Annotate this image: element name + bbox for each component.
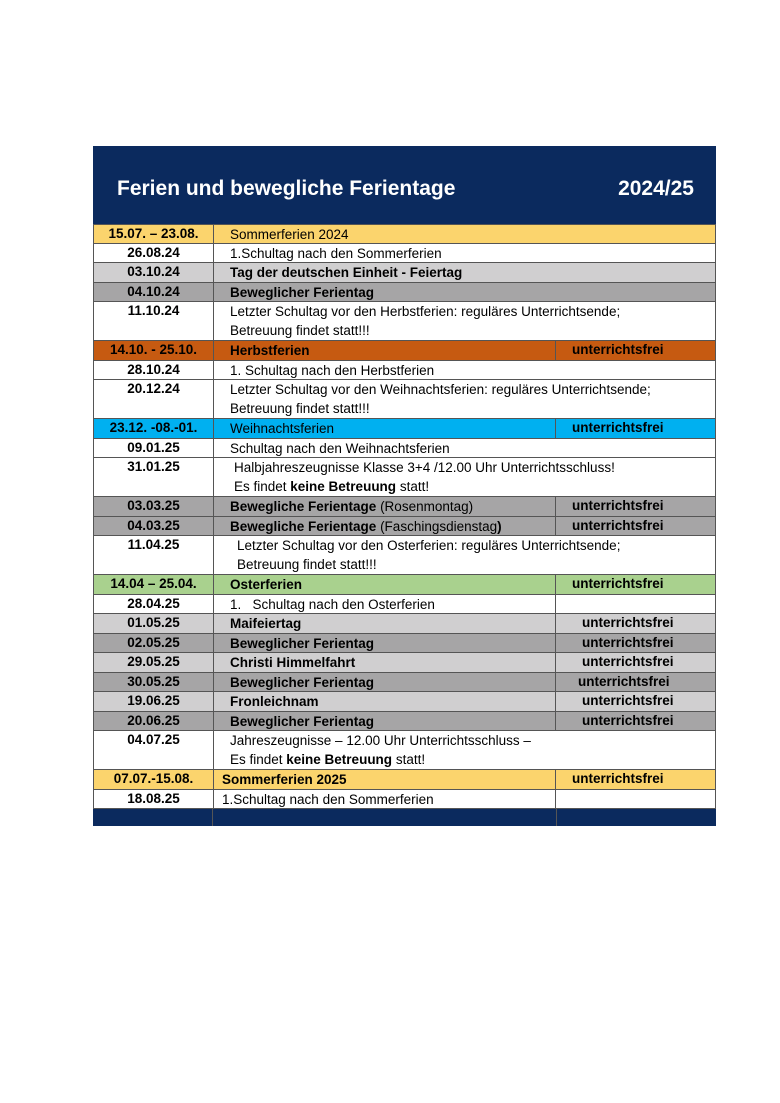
- table-row: [93, 263, 716, 283]
- desc-cell: Beweglicher Ferientag: [214, 712, 555, 731]
- desc-cell: [214, 731, 715, 769]
- status-cell: unterrichtsfrei: [555, 673, 715, 692]
- date-cell: 09.01.25: [94, 439, 214, 458]
- table-row: [93, 653, 716, 673]
- desc-cell: Osterferien: [214, 575, 555, 594]
- date-cell: 04.03.25: [94, 517, 214, 536]
- desc-emphasis: Bewegliche Ferientage: [230, 499, 377, 514]
- date-cell: 01.05.25: [94, 614, 214, 633]
- desc-line-2: Betreuung findet statt!!!: [230, 400, 370, 416]
- desc-text: statt!: [392, 751, 426, 767]
- footer-cell: [93, 809, 213, 826]
- table-row: [93, 634, 716, 654]
- desc-line-1: Halbjahreszeugnisse Klasse 3+4 /12.00 Uhr Unterrichtsschluss!: [234, 460, 615, 475]
- date-cell: 14.10. - 25.10.: [94, 341, 214, 360]
- table-row: [93, 458, 716, 497]
- desc-cell: Schultag nach den Weihnachtsferien: [214, 439, 715, 458]
- desc-text: Es findet: [234, 478, 291, 494]
- footer-cell: [556, 809, 716, 826]
- date-cell: 19.06.25: [94, 692, 214, 711]
- desc-cell: Tag der deutschen Einheit - Feiertag: [214, 263, 715, 282]
- desc-cell: Beweglicher Ferientag: [214, 283, 715, 302]
- desc-emphasis: keine Betreuung: [286, 751, 393, 767]
- desc-cell: 1.Schultag nach den Sommerferien: [214, 244, 715, 263]
- desc-cell: [214, 302, 715, 340]
- date-cell: 31.01.25: [94, 458, 214, 496]
- date-cell: 28.04.25: [94, 595, 214, 614]
- status-cell: [555, 790, 715, 809]
- desc-cell: [214, 380, 715, 418]
- table-row: [93, 419, 716, 439]
- table-row: [93, 283, 716, 303]
- date-cell: 03.10.24: [94, 263, 214, 282]
- date-cell: 15.07. – 23.08.: [94, 225, 214, 243]
- desc-text: (Faschingsdienstag: [376, 518, 498, 534]
- desc-line-2: Betreuung findet statt!!!: [230, 322, 370, 338]
- status-cell: unterrichtsfrei: [555, 712, 715, 731]
- table-row: [93, 770, 716, 790]
- date-cell: 11.04.25: [94, 536, 214, 574]
- desc-line-2: Betreuung findet statt!!!: [237, 556, 377, 572]
- status-cell: unterrichtsfrei: [555, 341, 715, 360]
- desc-line-2: [234, 478, 715, 497]
- table-row: [93, 692, 716, 712]
- desc-cell: Christi Himmelfahrt: [214, 653, 555, 672]
- date-cell: 30.05.25: [94, 673, 214, 692]
- page-title: Ferien und bewegliche Ferientage: [117, 177, 456, 200]
- table-row: [93, 712, 716, 732]
- status-cell: unterrichtsfrei: [555, 497, 715, 516]
- table-row: [93, 575, 716, 595]
- desc-line-2: [230, 751, 715, 770]
- table-row: [93, 244, 716, 264]
- desc-cell: Sommerferien 2025: [214, 770, 555, 789]
- table-row: [93, 302, 716, 341]
- table-row: [93, 614, 716, 634]
- table-row: [93, 595, 716, 615]
- date-cell: 26.08.24: [94, 244, 214, 263]
- desc-cell: [214, 536, 715, 574]
- desc-emphasis: Bewegliche Ferientage: [230, 518, 377, 534]
- date-cell: 04.10.24: [94, 283, 214, 302]
- desc-line-1: Letzter Schultag vor den Weihnachtsferien: reguläres Unterrichtsende;: [230, 382, 651, 397]
- status-cell: unterrichtsfrei: [555, 517, 715, 536]
- table-row: [93, 224, 716, 244]
- desc-emphasis: ): [497, 518, 502, 534]
- status-cell: unterrichtsfrei: [555, 634, 715, 653]
- table-row: [93, 673, 716, 693]
- desc-line-1: Letzter Schultag vor den Osterferien: reguläres Unterrichtsende;: [237, 538, 621, 553]
- desc-cell: 1. Schultag nach den Herbstferien: [214, 361, 715, 380]
- desc-cell: Weihnachtsferien: [214, 419, 555, 438]
- date-cell: 23.12. -08.-01.: [94, 419, 214, 438]
- desc-cell: Maifeiertag: [214, 614, 555, 633]
- status-cell: unterrichtsfrei: [555, 770, 715, 789]
- footer-cell: [213, 809, 556, 826]
- school-year: 2024/25: [618, 177, 694, 200]
- desc-cell: [214, 497, 555, 516]
- desc-cell: Beweglicher Ferientag: [214, 673, 555, 692]
- desc-cell: Fronleichnam: [214, 692, 555, 711]
- table-row: [93, 380, 716, 419]
- date-cell: 14.04 – 25.04.: [94, 575, 214, 594]
- desc-text: statt!: [396, 478, 430, 494]
- status-cell: unterrichtsfrei: [555, 653, 715, 672]
- date-cell: 02.05.25: [94, 634, 214, 653]
- desc-emphasis: keine Betreuung: [290, 478, 397, 494]
- date-cell: 04.07.25: [94, 731, 214, 769]
- table-row: [93, 439, 716, 459]
- table-row: [93, 790, 716, 810]
- desc-cell: Herbstferien: [214, 341, 555, 360]
- table-row: [93, 517, 716, 537]
- date-cell: 28.10.24: [94, 361, 214, 380]
- date-cell: 03.03.25: [94, 497, 214, 516]
- desc-cell: Sommerferien 2024: [214, 225, 715, 243]
- table-row: [93, 731, 716, 770]
- date-cell: 20.06.25: [94, 712, 214, 731]
- table-row: [93, 497, 716, 517]
- table-header: [93, 146, 716, 224]
- desc-line-1: Letzter Schultag vor den Herbstferien: reguläres Unterrichtsende;: [230, 304, 621, 319]
- date-cell: 18.08.25: [94, 790, 214, 809]
- table-row: [93, 341, 716, 361]
- desc-cell: 1.Schultag nach den Sommerferien: [214, 790, 555, 809]
- desc-cell: [214, 458, 715, 496]
- date-cell: 29.05.25: [94, 653, 214, 672]
- table-row: [93, 536, 716, 575]
- status-cell: unterrichtsfrei: [555, 575, 715, 594]
- status-cell: [555, 595, 715, 614]
- date-cell: 20.12.24: [94, 380, 214, 418]
- desc-cell: [214, 517, 555, 536]
- date-cell: 11.10.24: [94, 302, 214, 340]
- desc-cell: 1. Schultag nach den Osterferien: [214, 595, 555, 614]
- desc-text: (Rosenmontag): [376, 499, 474, 514]
- desc-line-1: Jahreszeugnisse – 12.00 Uhr Unterrichtsschluss –: [230, 733, 531, 748]
- date-cell: 07.07.-15.08.: [94, 770, 214, 789]
- desc-cell: Beweglicher Ferientag: [214, 634, 555, 653]
- status-cell: unterrichtsfrei: [555, 692, 715, 711]
- desc-text: Es findet: [230, 751, 287, 767]
- holiday-table: [93, 146, 716, 826]
- table-row: [93, 361, 716, 381]
- status-cell: unterrichtsfrei: [555, 419, 715, 438]
- table-footer: [93, 809, 716, 826]
- status-cell: unterrichtsfrei: [555, 614, 715, 633]
